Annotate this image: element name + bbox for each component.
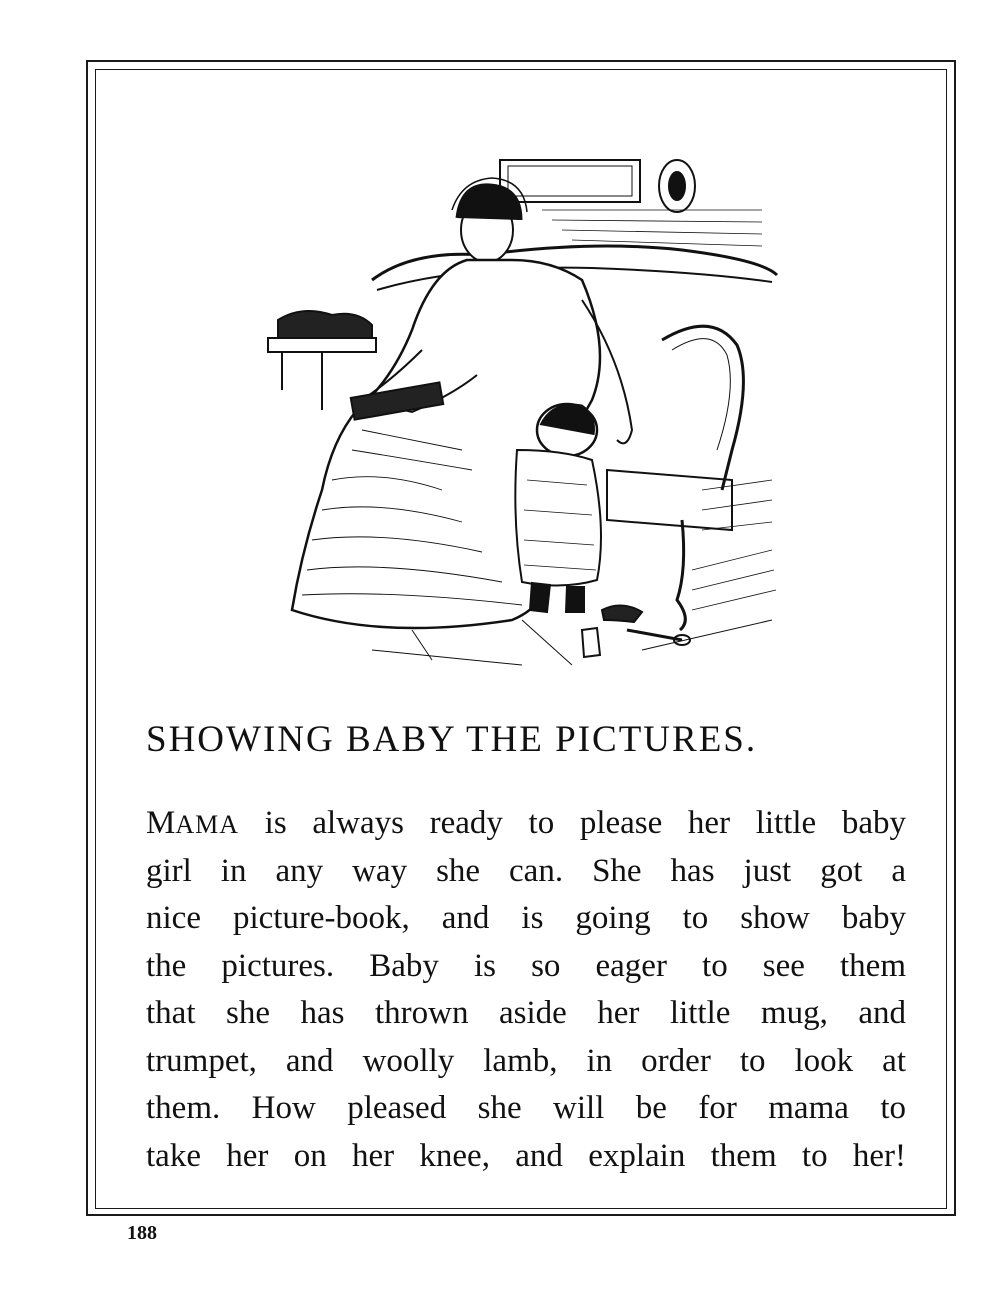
body-line-1-text: is always ready to please her little baby [239, 805, 906, 841]
body-line-6: trumpet, and woolly lamb, in order to look at [146, 1042, 906, 1079]
lead-initial: M [146, 805, 176, 841]
page-number: 188 [127, 1222, 157, 1244]
body-line-8: take her on her knee, and explain them to her! [146, 1137, 906, 1174]
body-paragraph [146, 800, 906, 1180]
body-line-5: that she has thrown aside her little mug, and [146, 995, 906, 1031]
body-line-7: them. How pleased she will be for mama to [146, 1090, 906, 1126]
body-line-1 [146, 800, 906, 848]
page-title: SHOWING BABY THE PICTURES. [146, 719, 758, 760]
body-line-2: girl in any way she can. She has just got a [146, 852, 906, 889]
body-line-4: the pictures. Baby is so eager to see them [146, 947, 906, 984]
lead-smallcaps: AMA [175, 810, 240, 839]
body-line-3: nice picture-book, and is going to show baby [146, 900, 906, 936]
engraving-mother-child-sofa-icon [262, 150, 782, 670]
